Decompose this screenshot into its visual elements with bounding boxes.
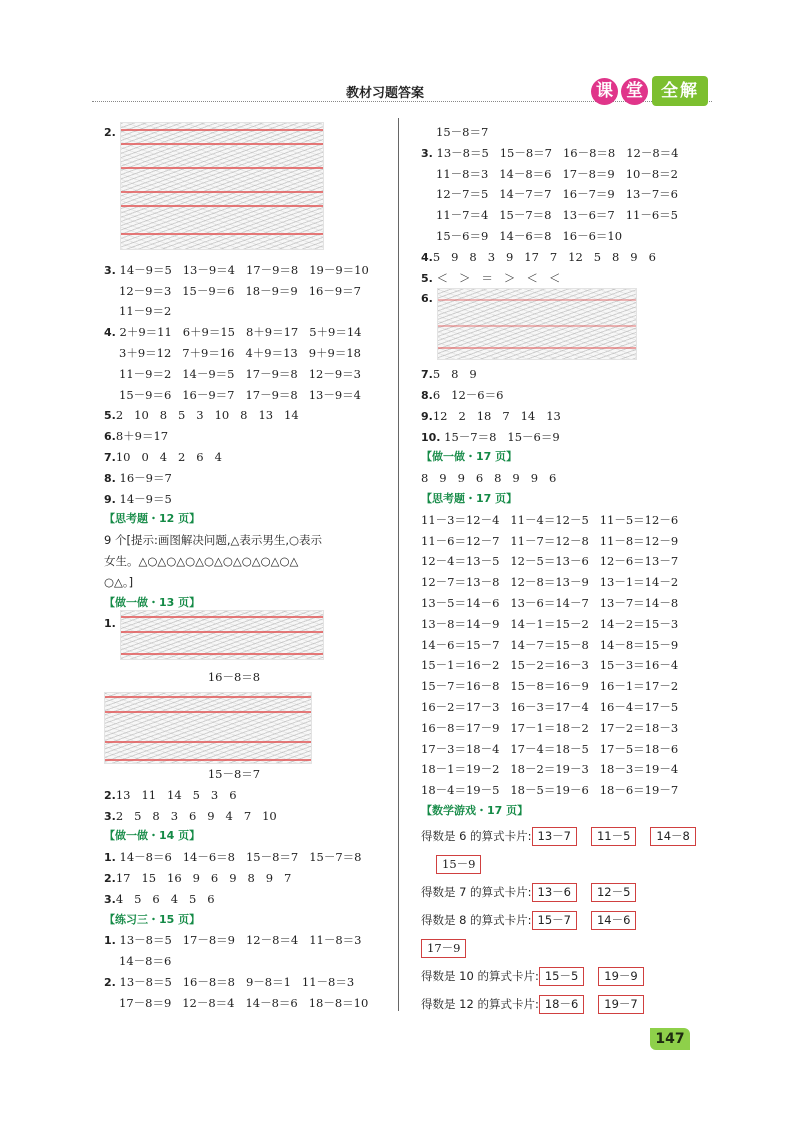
do13-q2-text: 13 11 14 5 3 6 xyxy=(115,787,237,802)
rq5-text: ＜ ＞ ＝ ＞ ＜ ＜ xyxy=(436,270,561,285)
do14-title: 【做一做・14 页】 xyxy=(104,829,201,843)
rq9-number: 9. xyxy=(421,409,433,423)
ex3-q2-row-1 xyxy=(104,972,389,993)
logo-char-1: 课 xyxy=(591,78,618,105)
game-6-row xyxy=(421,822,721,850)
do13-figure-1 xyxy=(120,610,324,660)
think17-row: 15－1＝16－2 15－2＝16－3 15－3＝16－4 xyxy=(421,658,679,673)
q5-number: 5. xyxy=(104,409,116,423)
do13-title: 【做一做・13 页】 xyxy=(104,595,201,609)
right-column xyxy=(421,122,721,1018)
rq4-text: 5 9 8 3 9 17 7 12 5 8 9 6 xyxy=(432,249,656,264)
q7-text: 10 0 4 2 6 4 xyxy=(115,449,222,464)
card-8-b: 14－6 xyxy=(591,911,636,930)
rq4-line xyxy=(421,247,721,268)
ex3-q1-row-2: 14－8＝6 xyxy=(119,954,172,969)
do13-q2-line xyxy=(104,785,389,806)
do13-q3-line xyxy=(104,806,389,827)
q8-text: 16－9＝7 xyxy=(119,470,172,485)
rq3-row-1 xyxy=(421,143,721,164)
rq5-number: 5. xyxy=(421,271,433,285)
think17-row: 18－4＝19－5 18－5＝19－6 18－6＝19－7 xyxy=(421,783,679,798)
rq3-row-4: 11－7＝4 15－7＝8 13－6＝7 11－6＝5 xyxy=(436,208,678,223)
game-12-row xyxy=(421,990,721,1018)
prev-continuation: 15－8＝7 xyxy=(436,125,489,139)
q3-row-2: 12－9＝3 15－9＝6 18－9＝9 16－9＝7 xyxy=(119,283,361,298)
card-6-d: 15－9 xyxy=(436,855,481,874)
do13-caption-2: 15－8＝7 xyxy=(207,766,261,781)
card-6-c: 14－8 xyxy=(650,827,695,846)
rq9-text: 12 2 18 7 14 13 xyxy=(432,408,561,423)
rq6-number: 6. xyxy=(421,292,433,306)
rq7-text: 5 8 9 xyxy=(432,367,477,382)
book-logo xyxy=(535,76,710,106)
think12-line-1: 9 个[提示:画图解决问题,△表示男生,○表示 xyxy=(104,533,323,548)
think17-row: 11－3＝12－4 11－4＝12－5 11－5＝12－6 xyxy=(421,512,679,527)
do14-q1-line xyxy=(104,847,389,868)
q4-row-4: 15－9＝6 16－9＝7 17－9＝8 13－9＝4 xyxy=(119,387,361,402)
game-10-row xyxy=(421,962,721,990)
rq3-row-5: 15－6＝9 14－6＝8 16－6＝10 xyxy=(436,228,623,243)
game-7-row xyxy=(421,878,721,906)
q6-number: 6. xyxy=(104,430,116,444)
rq10-line xyxy=(421,427,721,448)
think17-row: 12－7＝13－8 12－8＝13－9 13－1＝14－2 xyxy=(421,575,679,590)
game-10-label: 得数是 10 的算式卡片: xyxy=(421,968,539,983)
q3-row-3: 11－9＝2 xyxy=(119,304,172,319)
do14-q3-number: 3. xyxy=(104,892,116,906)
do13-q3-text: 2 5 8 3 6 9 4 7 10 xyxy=(115,808,277,823)
do14-q3-text: 4 5 6 4 5 6 xyxy=(115,891,215,906)
rq3-row-1-text: 13－8＝5 15－8＝7 16－8＝8 12－8＝4 xyxy=(436,145,679,160)
think17-row: 16－2＝17－3 16－3＝17－4 16－4＝17－5 xyxy=(421,699,679,714)
game-8-row xyxy=(421,906,721,934)
do14-q2-line xyxy=(104,868,389,889)
think12-line-3: ○△。] xyxy=(104,574,134,589)
do17-title: 【做一做・17 页】 xyxy=(421,450,518,464)
game-6-label: 得数是 6 的算式卡片: xyxy=(421,828,532,843)
q2-figure xyxy=(120,122,324,250)
q8-number: 8. xyxy=(104,471,116,485)
q9-text: 14－9＝5 xyxy=(119,491,172,506)
game-6-row-2 xyxy=(421,850,721,878)
column-divider xyxy=(398,118,399,1011)
card-8-a: 15－7 xyxy=(532,911,577,930)
q9-line xyxy=(104,489,389,510)
think17-rows xyxy=(421,510,721,801)
ex3-title: 【练习三・15 页】 xyxy=(104,912,201,926)
think12-line-2: 女生。△○△○△○△○△○△○△○△○△ xyxy=(104,553,299,568)
rq8-text: 6 12－6＝6 xyxy=(432,387,504,402)
do13-figure-2 xyxy=(104,692,312,764)
think17-title: 【思考题・17 页】 xyxy=(421,491,518,505)
logo-char-2: 堂 xyxy=(621,78,648,105)
game-7-label: 得数是 7 的算式卡片: xyxy=(421,884,532,899)
q6-line xyxy=(104,426,389,447)
q4-row-3: 11－9＝2 14－9＝5 17－9＝8 12－9＝3 xyxy=(119,366,361,381)
q4-row-2: 3＋9＝12 7＋9＝16 4＋9＝13 9＋9＝18 xyxy=(119,345,361,360)
running-header-title: 教材习题答案 xyxy=(345,86,424,101)
rq3-row-2: 11－8＝3 14－8＝6 17－8＝9 10－8＝2 xyxy=(436,166,678,181)
ex3-q1-row-1 xyxy=(104,930,389,951)
rq8-line xyxy=(421,385,721,406)
do14-q2-number: 2. xyxy=(104,871,116,885)
q5-text: 2 10 8 5 3 10 8 13 14 xyxy=(115,408,299,423)
game-12-label: 得数是 12 的算式卡片: xyxy=(421,996,539,1011)
q4-row-1-text: 2＋9＝11 6＋9＝15 8＋9＝17 5＋9＝14 xyxy=(119,325,362,340)
do17-text: 8 9 9 6 8 9 9 6 xyxy=(421,471,557,486)
do13-q1-number: 1. xyxy=(104,617,116,631)
think17-row: 16－8＝17－9 17－1＝18－2 17－2＝18－3 xyxy=(421,720,679,735)
q7-line xyxy=(104,447,389,468)
rq5-line xyxy=(421,268,721,289)
rq7-number: 7. xyxy=(421,368,433,382)
rq8-number: 8. xyxy=(421,388,433,402)
rq10-number: 10. xyxy=(421,430,441,444)
do14-q1-text: 14－8＝6 14－6＝8 15－8＝7 15－7＝8 xyxy=(119,850,362,865)
q2-number: 2. xyxy=(104,126,116,139)
think12-title: 【思考题・12 页】 xyxy=(104,512,201,526)
game-8-row-2 xyxy=(421,934,721,962)
think17-row: 15－7＝16－8 15－8＝16－9 16－1＝17－2 xyxy=(421,679,679,694)
ex3-q1-row-1-text: 13－8＝5 17－8＝9 12－8＝4 11－8＝3 xyxy=(119,933,362,948)
think17-row: 17－3＝18－4 17－4＝18－5 17－5＝18－6 xyxy=(421,741,679,756)
rq6-figure xyxy=(437,288,637,360)
think17-row: 13－8＝14－9 14－1＝15－2 14－2＝15－3 xyxy=(421,616,679,631)
ex3-q2-row-2: 17－8＝9 12－8＝4 14－8＝6 18－8＝10 xyxy=(119,995,369,1010)
do14-q3-line xyxy=(104,889,389,910)
left-column xyxy=(104,122,389,1014)
q3-row-1 xyxy=(104,260,389,281)
do13-q3-number: 3. xyxy=(104,809,116,823)
q7-number: 7. xyxy=(104,450,116,464)
card-12-b: 19－7 xyxy=(598,995,643,1014)
logo-tail: 全解 xyxy=(652,76,708,106)
rq4-number: 4. xyxy=(421,250,433,264)
ex3-q2-row-1-text: 13－8＝5 16－8＝8 9－8＝1 11－8＝3 xyxy=(119,974,355,989)
card-10-b: 19－9 xyxy=(598,967,643,986)
card-8-c: 17－9 xyxy=(421,939,466,958)
rq3-row-3: 12－7＝5 14－7＝7 16－7＝9 13－7＝6 xyxy=(436,187,678,202)
card-10-a: 15－5 xyxy=(539,967,584,986)
rq3-number: 3. xyxy=(421,146,433,160)
q6-text: 8＋9＝17 xyxy=(115,429,169,444)
do14-q2-text: 17 15 16 9 6 9 8 9 7 xyxy=(115,870,292,885)
rq9-line xyxy=(421,406,721,427)
card-6-b: 11－5 xyxy=(591,827,636,846)
ex3-q2-number: 2. xyxy=(104,975,116,989)
card-7-a: 13－6 xyxy=(532,883,577,902)
q4-number: 4. xyxy=(104,326,116,340)
do14-q1-number: 1. xyxy=(104,851,116,865)
game17-title: 【数学游戏・17 页】 xyxy=(421,803,529,817)
q8-line xyxy=(104,468,389,489)
think17-row: 18－1＝19－2 18－2＝19－3 18－3＝19－4 xyxy=(421,762,679,777)
q9-number: 9. xyxy=(104,492,116,506)
q5-line xyxy=(104,405,389,426)
think17-row: 13－5＝14－6 13－6＝14－7 13－7＝14－8 xyxy=(421,595,679,610)
think17-row: 12－4＝13－5 12－5＝13－6 12－6＝13－7 xyxy=(421,554,679,569)
rq7-line xyxy=(421,364,721,385)
page-number: 147 xyxy=(650,1028,690,1050)
q3-row-1-text: 14－9＝5 13－9＝4 17－9＝8 19－9＝10 xyxy=(119,262,369,277)
rq10-text: 15－7＝8 15－6＝9 xyxy=(444,429,560,444)
q4-row-1 xyxy=(104,322,389,343)
think17-row: 14－6＝15－7 14－7＝15－8 14－8＝15－9 xyxy=(421,637,679,652)
game-8-label: 得数是 8 的算式卡片: xyxy=(421,912,532,927)
card-12-a: 18－6 xyxy=(539,995,584,1014)
do13-caption-1: 16－8＝8 xyxy=(207,670,261,685)
card-6-a: 13－7 xyxy=(532,827,577,846)
q3-number: 3. xyxy=(104,263,116,277)
do13-q2-number: 2. xyxy=(104,788,116,802)
think17-row: 11－6＝12－7 11－7＝12－8 11－8＝12－9 xyxy=(421,533,679,548)
ex3-q1-number: 1. xyxy=(104,934,116,948)
card-7-b: 12－5 xyxy=(591,883,636,902)
